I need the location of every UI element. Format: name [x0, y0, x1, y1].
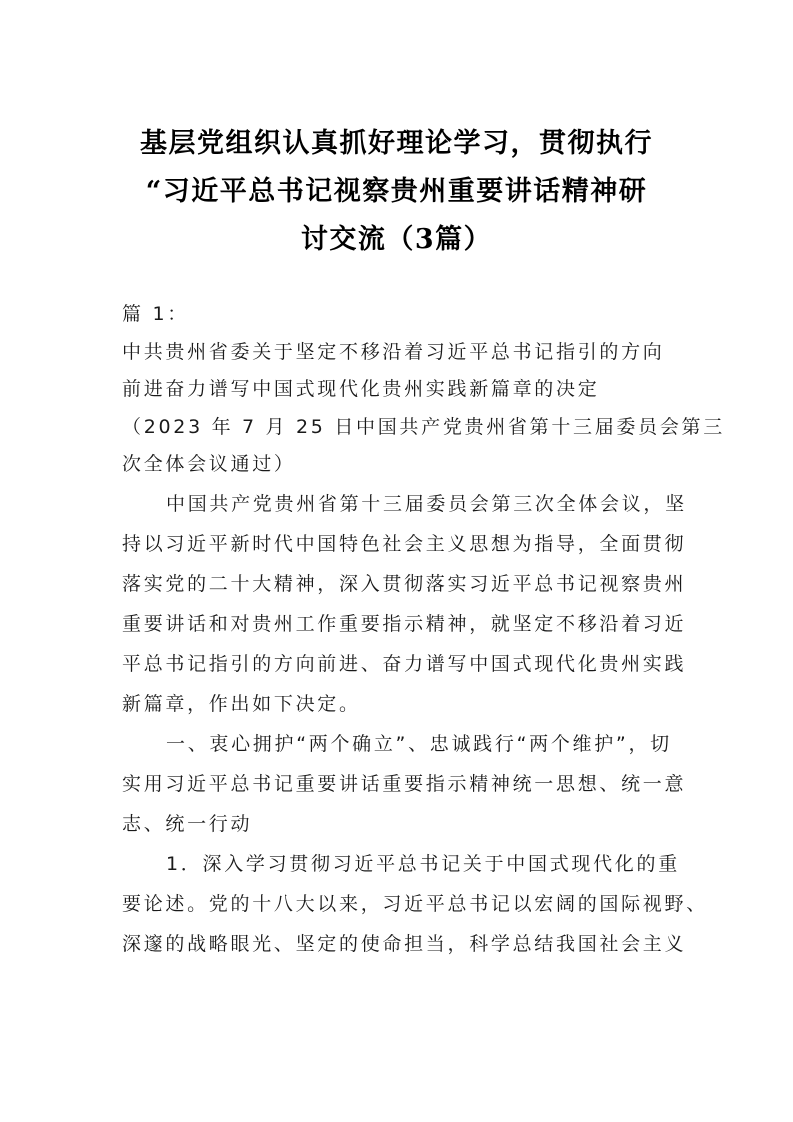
paragraph-line: 要论述。党的十八大以来，习近平总书记以宏阔的国际视野、 [122, 892, 708, 915]
section-label: 篇 1： [122, 303, 189, 325]
section-heading-one [122, 724, 687, 844]
adoption-note-line: （2023 年 7 月 25 日中国共产党贵州省第十三届委员会第三 [122, 415, 725, 438]
document-body [122, 296, 725, 964]
title-line: “习近平总书记视察贵州重要讲话精神研 [145, 176, 648, 207]
paragraph-line: 重要讲话和对贵州工作重要指示精神，就坚定不移沿着习近 [122, 612, 687, 635]
paragraph-line: 新篇章，作出如下决定。 [122, 692, 361, 715]
body-paragraph-item-1 [122, 844, 708, 964]
body-paragraph-preamble [122, 484, 687, 724]
paragraph-line: 平总书记指引的方向前进、奋力谱写中国式现代化贵州实践 [122, 652, 687, 675]
title-line: 基层党组织认真抓好理论学习，贯彻执行 [140, 128, 653, 159]
paragraph-line: 深邃的战略眼光、坚定的使命担当，科学总结我国社会主义 [122, 932, 687, 955]
paragraph-line: 志、统一行动 [122, 812, 253, 835]
paragraph-line: 持以习近平新时代中国特色社会主义思想为指导，全面贯彻 [122, 532, 687, 555]
section-header [122, 296, 725, 484]
paragraph-line: 中国共产党贵州省第十三届委员会第三次全体会议，坚 [166, 492, 687, 515]
decision-title-line: 中共贵州省委关于坚定不移沿着习近平总书记指引的方向 [122, 340, 665, 363]
adoption-note-line: 次全体会议通过） [122, 453, 296, 475]
paragraph-line: 1．深入学习贯彻习近平总书记关于中国式现代化的重 [166, 852, 680, 875]
paragraph-line: 实用习近平总书记重要讲话重要指示精神统一思想、统一意 [122, 772, 687, 795]
title-line: 讨交流（3篇） [300, 224, 493, 255]
paragraph-line: 一、衷心拥护“两个确立”、忠诚践行“两个维护”，切 [166, 732, 672, 755]
paragraph-line: 落实党的二十大精神，深入贯彻落实习近平总书记视察贵州 [122, 572, 687, 595]
document-title [100, 120, 693, 264]
decision-title-line: 前进奋力谱写中国式现代化贵州实践新篇章的决定 [122, 378, 600, 400]
